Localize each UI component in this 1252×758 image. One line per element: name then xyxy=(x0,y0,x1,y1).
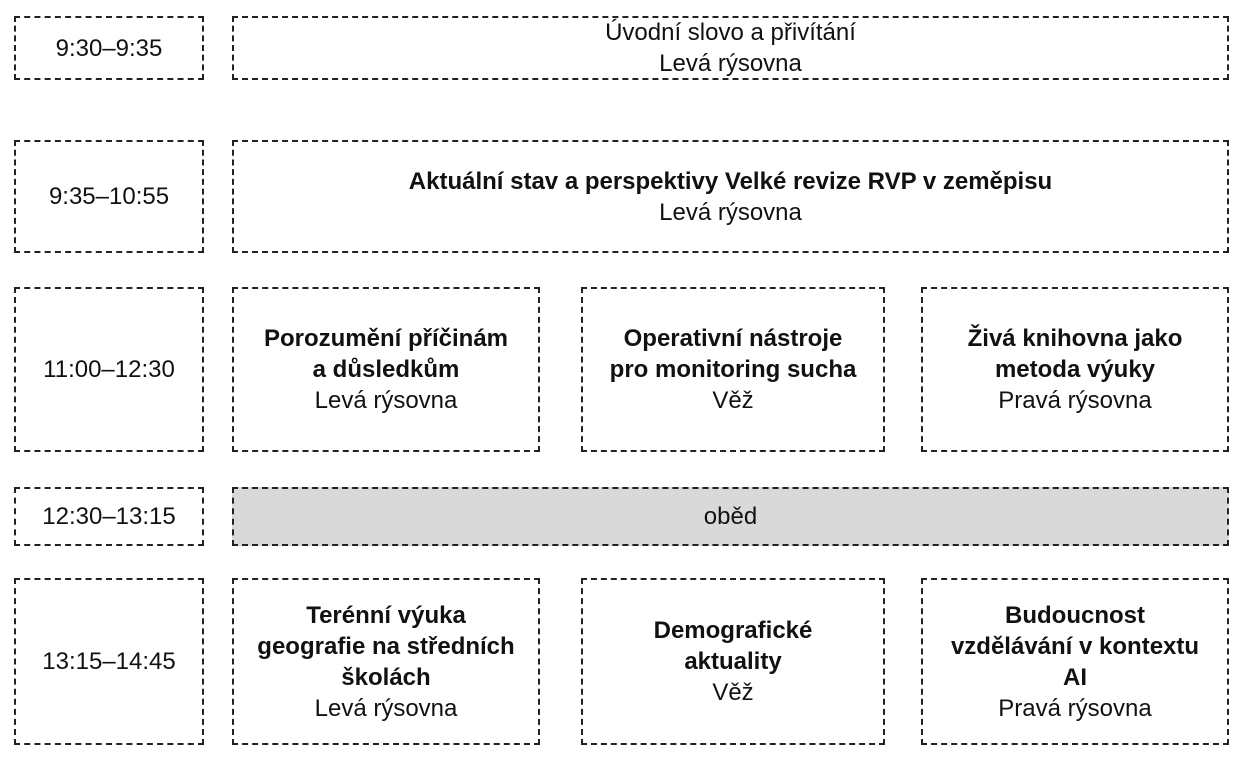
time-label: 9:30–9:35 xyxy=(55,34,163,62)
session-field-teaching xyxy=(232,578,540,745)
time-slot-5 xyxy=(14,578,204,745)
session-title-line: Živá knihovna jako xyxy=(967,325,1183,352)
session-room: Levá rýsovna xyxy=(314,694,458,722)
session-rvp-revision xyxy=(232,140,1229,253)
session-welcome xyxy=(232,16,1229,80)
session-room: Levá rýsovna xyxy=(659,198,802,226)
session-title-line: Terénní výuka xyxy=(306,601,466,629)
session-title-line: pro monitoring sucha xyxy=(609,356,857,383)
time-label: 11:00–12:30 xyxy=(43,356,175,383)
session-title-line: metoda výuky xyxy=(994,356,1156,383)
time-slot-2 xyxy=(14,140,204,253)
time-label: 9:35–10:55 xyxy=(48,183,170,210)
session-demographic-news xyxy=(581,578,885,745)
time-label: 12:30–13:15 xyxy=(42,503,176,530)
session-future-education-ai xyxy=(921,578,1229,745)
session-title-line: a důsledkům xyxy=(312,356,460,383)
session-title-line: školách xyxy=(341,663,431,691)
session-title-line: Operativní nástroje xyxy=(623,325,843,352)
session-title-line: aktuality xyxy=(684,648,782,675)
session-title-line: geografie na středních xyxy=(257,632,515,660)
session-title-line: Porozumění příčinám xyxy=(263,325,509,352)
lunch-label: oběd xyxy=(703,503,758,530)
session-room: Levá rýsovna xyxy=(314,387,458,414)
time-slot-4 xyxy=(14,487,204,546)
session-title-line: vzdělávání v kontextu xyxy=(950,632,1200,660)
session-title-line: Budoucnost xyxy=(1005,601,1145,629)
session-living-library xyxy=(921,287,1229,452)
session-room: Pravá rýsovna xyxy=(998,694,1152,722)
time-label: 13:15–14:45 xyxy=(42,648,176,675)
session-title: Aktuální stav a perspektivy Velké revize RVP v zeměpisu xyxy=(408,167,1053,195)
time-slot-3 xyxy=(14,287,204,452)
lunch-break xyxy=(232,487,1229,546)
time-slot-1 xyxy=(14,16,204,80)
session-title-line: AI xyxy=(1063,663,1087,691)
session-room: Levá rýsovna xyxy=(659,50,802,77)
session-room: Věž xyxy=(712,387,754,414)
session-room: Pravá rýsovna xyxy=(998,387,1152,414)
session-causes-consequences xyxy=(232,287,540,452)
session-room: Věž xyxy=(712,679,754,706)
session-title-line: Demografické xyxy=(653,617,813,644)
session-drought-monitoring xyxy=(581,287,885,452)
session-title: Úvodní slovo a přivítání xyxy=(605,19,856,46)
